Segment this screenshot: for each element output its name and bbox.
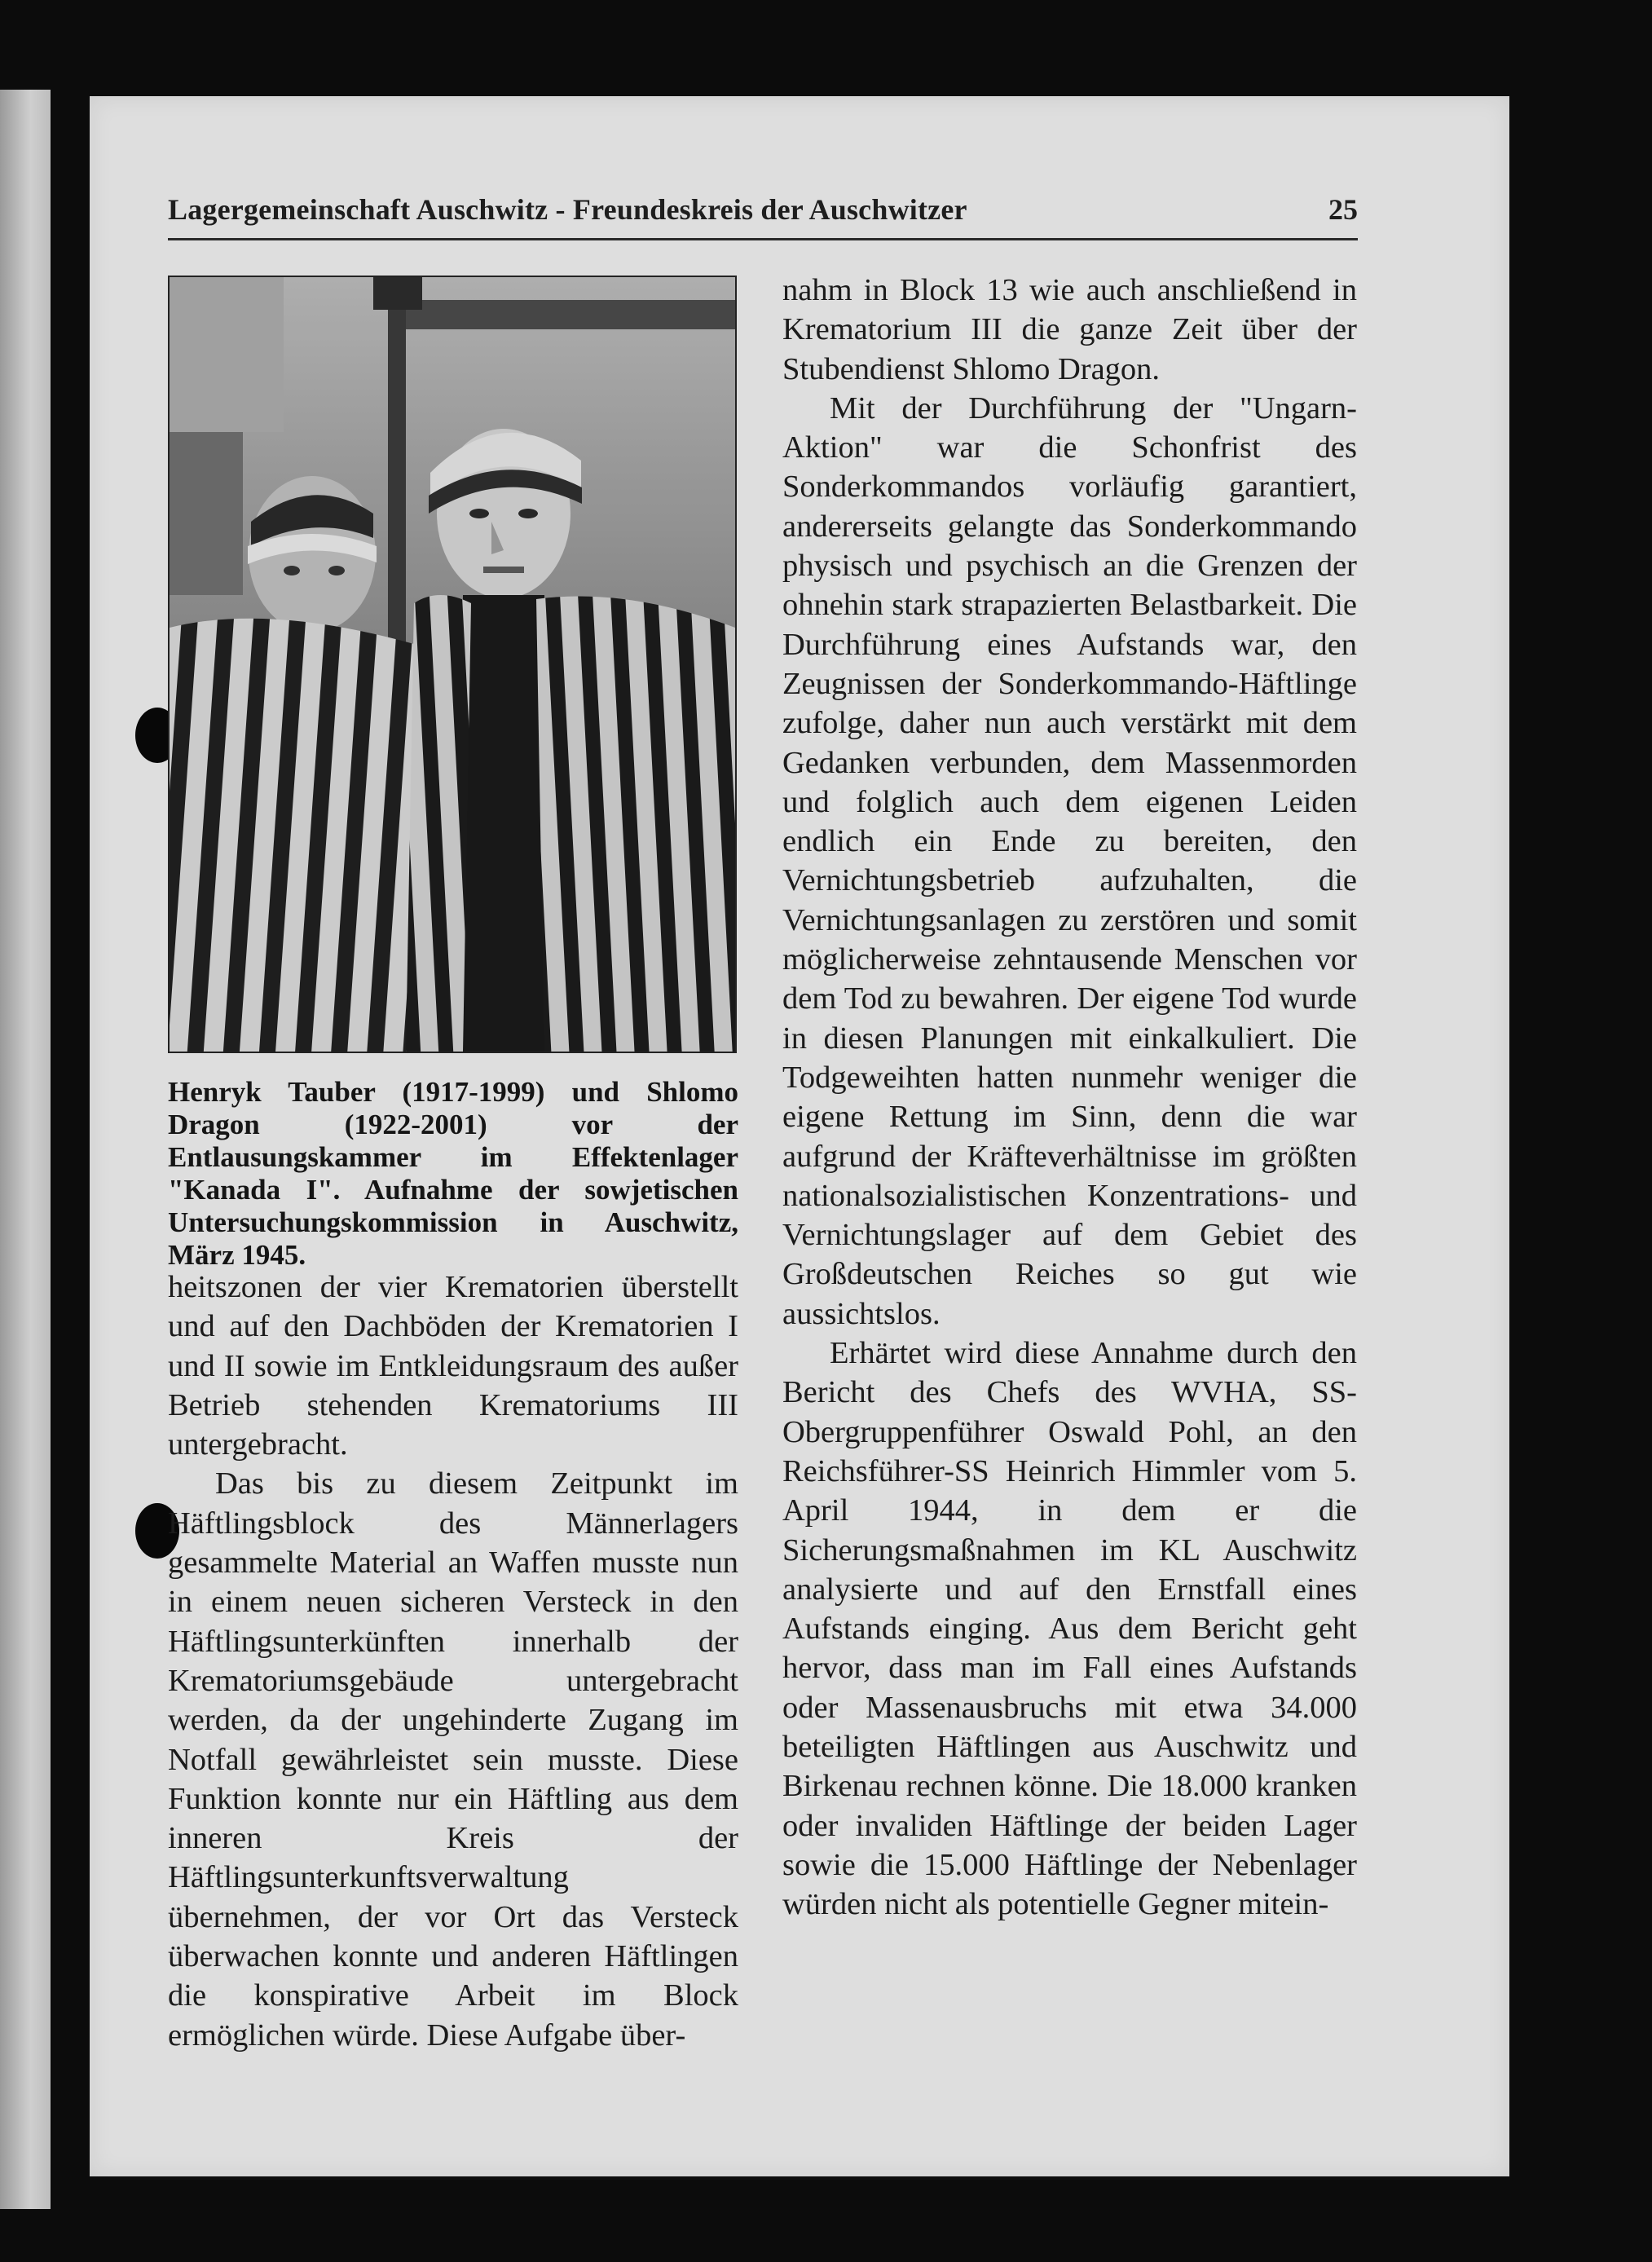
running-head: Lagergemeinschaft Auschwitz - Freundeskreis der Auschwitzer: [168, 193, 967, 226]
paragraph: Erhärtet wird diese Annahme durch den Bericht des Chefs des WVHA, SS-Obergruppenführer Oswald Pohl, an den Reichsführer-SS Heinrich Himmler vom 5. April 1944, in dem er die Sicherungsmaßnahmen im KL Auschwitz analysierte und auf den Ernstfall eines Aufstands einging. Aus dem Bericht geht hervor, dass man im Fall eines Aufstands oder Massenausbruchs mit etwa 34.000 beteiligten Häftlingen aus Auschwitz und Birkenau rechnen könne. Die 18.000 kranken oder invaliden Häftlinge der beiden Lager sowie die 15.000 Häftlinge der Nebenlager würden nicht als potentielle Gegner mitein-: [782, 1336, 1357, 1922]
photo-caption: Henryk Tauber (1917-1999) und Shlomo Dragon (1922-2001) vor der Entlausungskammer im Effektenlager "Kanada I". Aufnahme der sowjetischen Untersuchungskommission in Auschwitz, März 1945.: [168, 1076, 738, 1271]
page-number: 25: [1328, 193, 1358, 226]
paragraph: Mit der Durchführung der "Ungarn-Aktion" war die Schonfrist des Sonderkommandos vorläufig garantiert, andererseits gelangte das Sonderkommando physisch und psychisch an die Grenzen der ohnehin stark strapazierten Belastbarkeit. Die Durchführung eines Aufstands war, den Zeugnissen der Sonderkommando-Häftlinge zufolge, daher nun auch verstärkt mit dem Gedanken verbunden, dem Massenmorden und folglich auch dem eigenen Leiden endlich ein Ende zu bereiten, den Vernichtungsbetrieb aufzuhalten, die Vernichtungsanlagen zu zerstören und somit möglicherweise zehntausende Menschen vor dem Tod zu bewahren. Der eigene Tod wurde in diesen Planungen mit einkalkuliert. Die Todgeweihten hatten nunmehr weniger die eigene Rettung im Sinn, denn die war aufgrund der Kräfteverhältnisse im größten nationalsozialistischen Konzentrations- und Vernichtungslager auf dem Gebiet des Großdeutschen Reiches so gut wie aussichtslos.: [782, 390, 1357, 1331]
historical-photo: [168, 276, 737, 1053]
paragraph: nahm in Block 13 wie auch anschließend in Krematorium III die ganze Zeit über der Stubendienst Shlomo Dragon.: [782, 273, 1357, 386]
text-column-left: [168, 1268, 738, 2055]
text-column-right: [782, 271, 1357, 1924]
paragraph: heitszonen der vier Krematorien überstellt und auf den Dachböden der Krematorien I und II sowie im Entkleidungsraum des außer Betrieb stehenden Krematoriums III untergebracht.: [168, 1270, 738, 1462]
paragraph: Das bis zu diesem Zeitpunkt im Häftlingsblock des Männerlagers gesammelte Material an Waffen musste nun in einem neuen sicheren Versteck in den Häftlingsunterkünften innerhalb der Krematoriumsgebäude untergebracht werden, da der ungehinderte Zugang im Notfall gewährleistet sein musste. Diese Funktion konnte nur ein Häftling aus dem inneren Kreis der Häftlingsunterkunftsverwaltung übernehmen, der vor Ort das Versteck überwachen konnte und anderen Häftlingen die konspirative Arbeit im Block ermöglichen würde. Diese Aufgabe über-: [168, 1466, 738, 2053]
previous-page-edge: [0, 90, 51, 2209]
page-header: [168, 187, 1358, 240]
